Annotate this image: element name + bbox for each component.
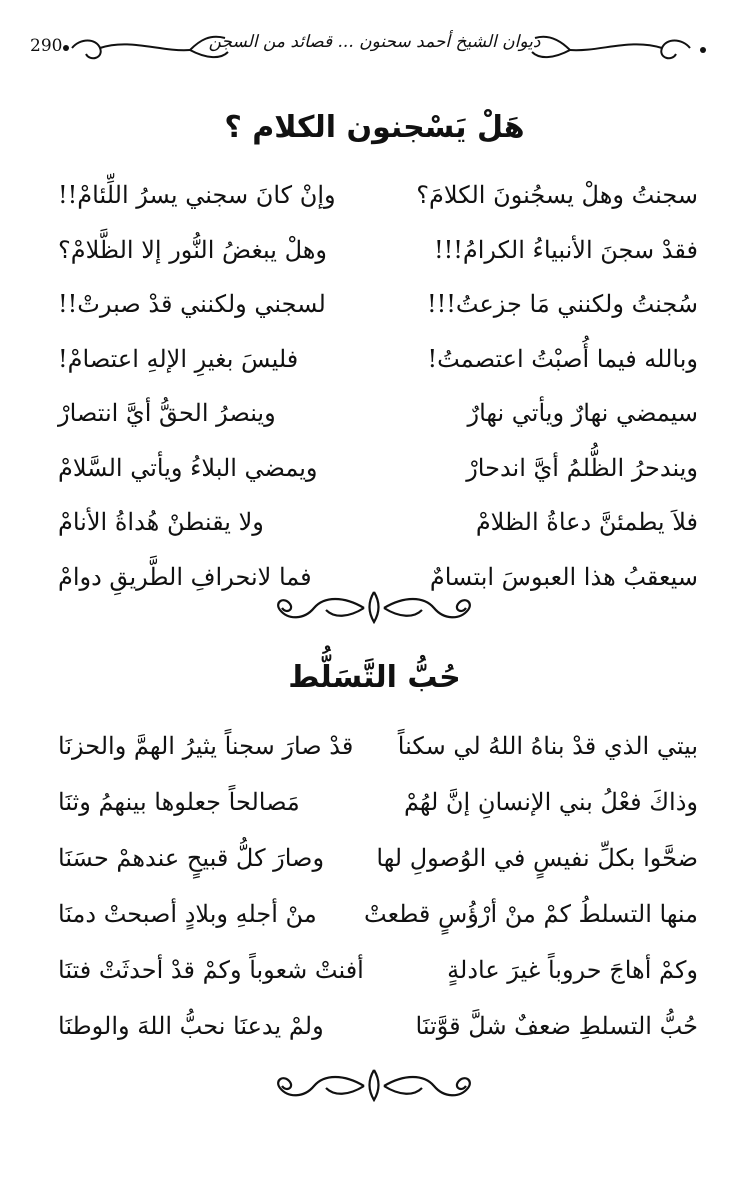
verse-first-hemistich: سُجنتُ ولكنني مَا جزعتُ!!! bbox=[426, 290, 698, 319]
page-number: 290 bbox=[30, 36, 63, 56]
verse-second-hemistich: وهلْ يبغضُ النُّور إلا الظَّلامْ؟ bbox=[58, 235, 327, 264]
verse-first-hemistich: وبالله فيما أُصبْتُ اعتصمتُ! bbox=[427, 344, 698, 373]
verse bbox=[58, 386, 698, 441]
poem-title: حُبُّ التَّسَلُّط bbox=[288, 660, 461, 695]
page-header bbox=[0, 0, 749, 80]
verse bbox=[58, 495, 698, 550]
verse-second-hemistich: فليسَ بغيرِ الإلهِ اعتصامْ! bbox=[58, 344, 299, 373]
verse bbox=[58, 830, 698, 886]
verse bbox=[58, 718, 698, 774]
verse-first-hemistich: منها التسلطُ كمْ منْ أرْؤُسٍ قطعتْ bbox=[364, 900, 698, 928]
verse-second-hemistich: منْ أجلهِ وبلادٍ أصبحتْ دمنَا bbox=[58, 900, 317, 928]
verse-first-hemistich: حُبُّ التسلطِ ضعفٌ شلَّ قوَّتنَا bbox=[415, 1012, 698, 1040]
verse-first-hemistich: وكمْ أهاجَ حروباً غيرَ عادلةٍ bbox=[447, 956, 698, 984]
verse bbox=[58, 168, 698, 223]
verse bbox=[58, 332, 698, 387]
verse bbox=[58, 886, 698, 942]
verse bbox=[58, 441, 698, 496]
verse-second-hemistich: وإنْ كانَ سجني يسرُ اللِّئامْ!! bbox=[58, 181, 336, 210]
verse-second-hemistich: ولمْ يدعنَا نحبُّ اللهَ والوطنَا bbox=[58, 1012, 324, 1040]
verse-second-hemistich: لسجني ولكنني قدْ صبرتْ!! bbox=[58, 290, 326, 319]
scroll-ornament-icon bbox=[264, 1066, 484, 1106]
verse-first-hemistich: ويندحرُ الظُّلمُ أيَّ اندحارْ bbox=[466, 453, 698, 482]
verse bbox=[58, 998, 698, 1054]
verse-second-hemistich: مَصالحاً جعلوها بينهمُ وثنَا bbox=[58, 788, 300, 816]
verse-first-hemistich: سجنتُ وهلْ يسجُنونَ الكلامَ؟ bbox=[416, 181, 698, 210]
verse-first-hemistich: بيتي الذي قدْ بناهُ اللهُ لي سكناً bbox=[397, 732, 698, 760]
scroll-ornament-icon bbox=[264, 588, 484, 628]
verse-first-hemistich: وذاكَ فعْلُ بني الإنسانِ إنَّ لهُمْ bbox=[403, 788, 698, 816]
verse-second-hemistich: وينصرُ الحقُّ أيَّ انتصارْ bbox=[58, 399, 276, 428]
verse bbox=[58, 277, 698, 332]
verse bbox=[58, 223, 698, 278]
verse bbox=[58, 942, 698, 998]
poem-title: هَلْ يَسْجنون الكلام ؟ bbox=[224, 110, 525, 145]
verse-first-hemistich: ضحَّوا بكلِّ نفيسٍ في الوُصولِ لها bbox=[376, 844, 698, 872]
verse-second-hemistich: ويمضي البلاءُ ويأتي السَّلامْ bbox=[58, 453, 318, 482]
running-title: ديوان الشيخ أحمد سحنون ... قصائد من السجن bbox=[208, 32, 541, 52]
verse-first-hemistich: فقدْ سجنَ الأنبياءُ الكرامُ!!! bbox=[433, 235, 698, 264]
verse bbox=[58, 774, 698, 830]
verse-first-hemistich: سيعقبُ هذا العبوسَ ابتسامٌ bbox=[429, 562, 698, 591]
verse-first-hemistich: فلاَ يطمئنَّ دعاةُ الظلامْ bbox=[475, 508, 698, 537]
verse-first-hemistich: سيمضي نهارٌ ويأتي نهارٌ bbox=[467, 399, 698, 428]
poem-verses bbox=[58, 718, 698, 1054]
verse-second-hemistich: وصارَ كلُّ قبيحٍ عندهمْ حسَنَا bbox=[58, 844, 325, 872]
poem-verses bbox=[58, 168, 698, 604]
verse-second-hemistich: أفنتْ شعوباً وكمْ قدْ أحدثَتْ فتنَا bbox=[58, 956, 364, 984]
verse-second-hemistich: فما لانحرافِ الطَّريقِ دوامْ bbox=[58, 562, 312, 591]
verse-second-hemistich: قدْ صارَ سجناً يثيرُ الهمَّ والحزنَا bbox=[58, 732, 354, 760]
verse-second-hemistich: ولا يقنطنْ هُداةُ الأنامْ bbox=[58, 508, 264, 537]
